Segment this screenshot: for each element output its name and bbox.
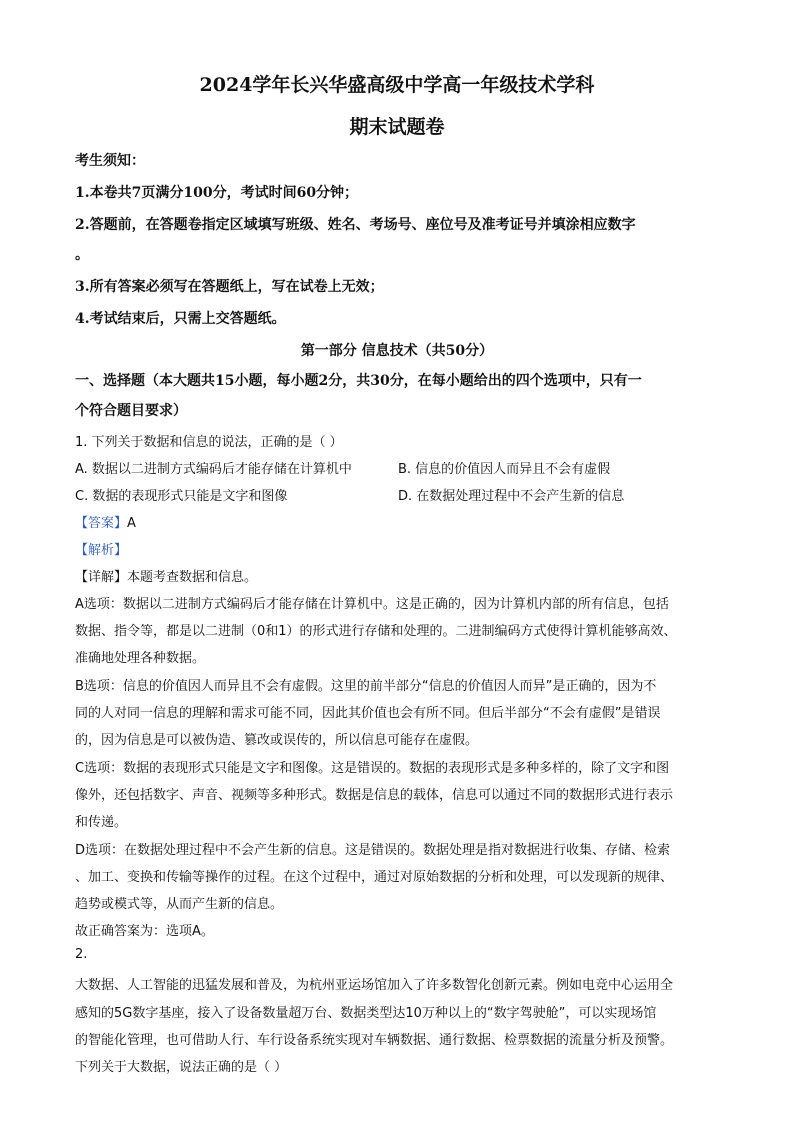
answer-tag: 【答案】 [75, 516, 128, 531]
explanation-conclusion: 故正确答案为：选项A。 [75, 924, 214, 939]
answer-value: A [127, 516, 136, 531]
section-heading-line2: 个符合题目要求） [75, 403, 187, 419]
q2-stem-line: 下列关于大数据，说法正确的是（ ） [75, 1060, 288, 1075]
section-heading-line1: 一、选择题（本大题共15小题，每小题2分，共30分，在每小题给出的四个选项中，只有一 [75, 373, 642, 389]
part-heading: 第一部分 信息技术（共50分） [300, 343, 494, 359]
exam-title-line1: 2024学年长兴华盛高级中学高一年级技术学科 [199, 74, 595, 96]
q1-option-b: B. 信息的价值因人而异且不会有虚假 [398, 462, 611, 477]
q1-detail-row [75, 566, 257, 585]
explanation-line: 趋势或模式等，从而产生新的信息。 [75, 897, 284, 912]
q1-option-a: A. 数据以二进制方式编码后才能存储在计算机中 [75, 462, 352, 477]
q2-stem-line: 感知的5G数字基座，接入了设备数量超万台、数据类型达10万种以上的“数字驾驶舱”，可以实现场馆 [75, 1006, 657, 1021]
explanation-line: 、加工、变换和传输等操作的过程。在这个过程中，通过对原始数据的分析和处理，可以发现新的规律、 [75, 870, 674, 885]
q1-option-d: D. 在数据处理过程中不会产生新的信息 [398, 489, 625, 504]
notice-item-1: 1.本卷共7页满分100分，考试时间60分钟； [75, 185, 359, 201]
q2-stem-line: 的智能化管理，也可借助人行、车行设备系统实现对车辆数据、通行数据、检票数据的流量分析及预警。 [75, 1033, 674, 1048]
q1-answer-row [75, 512, 136, 531]
explanation-line: 准确地处理各种数据。 [75, 651, 206, 666]
notice-item-2: 2.答题前，在答题卷指定区域填写班级、姓名、考场号、座位号及准考证号并填涂相应数字 [75, 217, 636, 233]
analysis-tag: 【解析】 [75, 543, 128, 558]
explanation-line: D选项：在数据处理过程中不会产生新的信息。这是错误的。数据处理是指对数据进行收集、存储、检索 [75, 843, 671, 858]
explanation-line: A选项：数据以二进制方式编码后才能存储在计算机中。这是正确的，因为计算机内部的所有信息，包括 [75, 597, 669, 612]
explanation-line: 数据、指令等，都是以二进制（0和1）的形式进行存储和处理的。二进制编码方式使得计算机能够高效、 [75, 624, 677, 639]
notice-item-2-tail: 。 [75, 247, 89, 263]
explanation-line: 同的人对同一信息的理解和需求可能不同，因此其价值也会有所不同。但后半部分“不会有虚假”是错误 [75, 706, 661, 721]
explanation-line: C选项：数据的表现形式只能是文字和图像。这是错误的。数据的表现形式是多种多样的，除了文字和图 [75, 761, 670, 776]
notice-item-3: 3.所有答案必须写在答题纸上，写在试卷上无效； [75, 279, 384, 295]
exam-title-line2: 期末试题卷 [349, 116, 445, 138]
notice-heading: 考生须知： [75, 153, 145, 169]
detail-intro: 本题考查数据和信息。 [127, 570, 258, 585]
explanation-line: 和传递。 [75, 815, 128, 830]
explanation-line: 的，因为信息是可以被伪造、篡改或误传的，所以信息可能存在虚假。 [75, 733, 479, 748]
q2-stem-line: 大数据、人工智能的迅猛发展和普及，为杭州亚运场馆加入了许多数智化创新元素。例如电竞中心运用全 [75, 978, 674, 993]
q1-stem: 1. 下列关于数据和信息的说法，正确的是（ ） [75, 435, 343, 450]
detail-tag: 【详解】 [75, 570, 128, 585]
explanation-line: 像外，还包括数字、声音、视频等多种形式。数据是信息的载体，信息可以通过不同的数据形式进行表示 [75, 788, 674, 803]
explanation-line: B选项：信息的价值因人而异且不会有虚假。这里的前半部分“信息的价值因人而异”是正确的，因为不 [75, 679, 657, 694]
notice-item-4: 4.考试结束后，只需上交答题纸。 [75, 311, 286, 327]
q1-option-c: C. 数据的表现形式只能是文字和图像 [75, 489, 288, 504]
q2-number: 2. [75, 947, 88, 962]
